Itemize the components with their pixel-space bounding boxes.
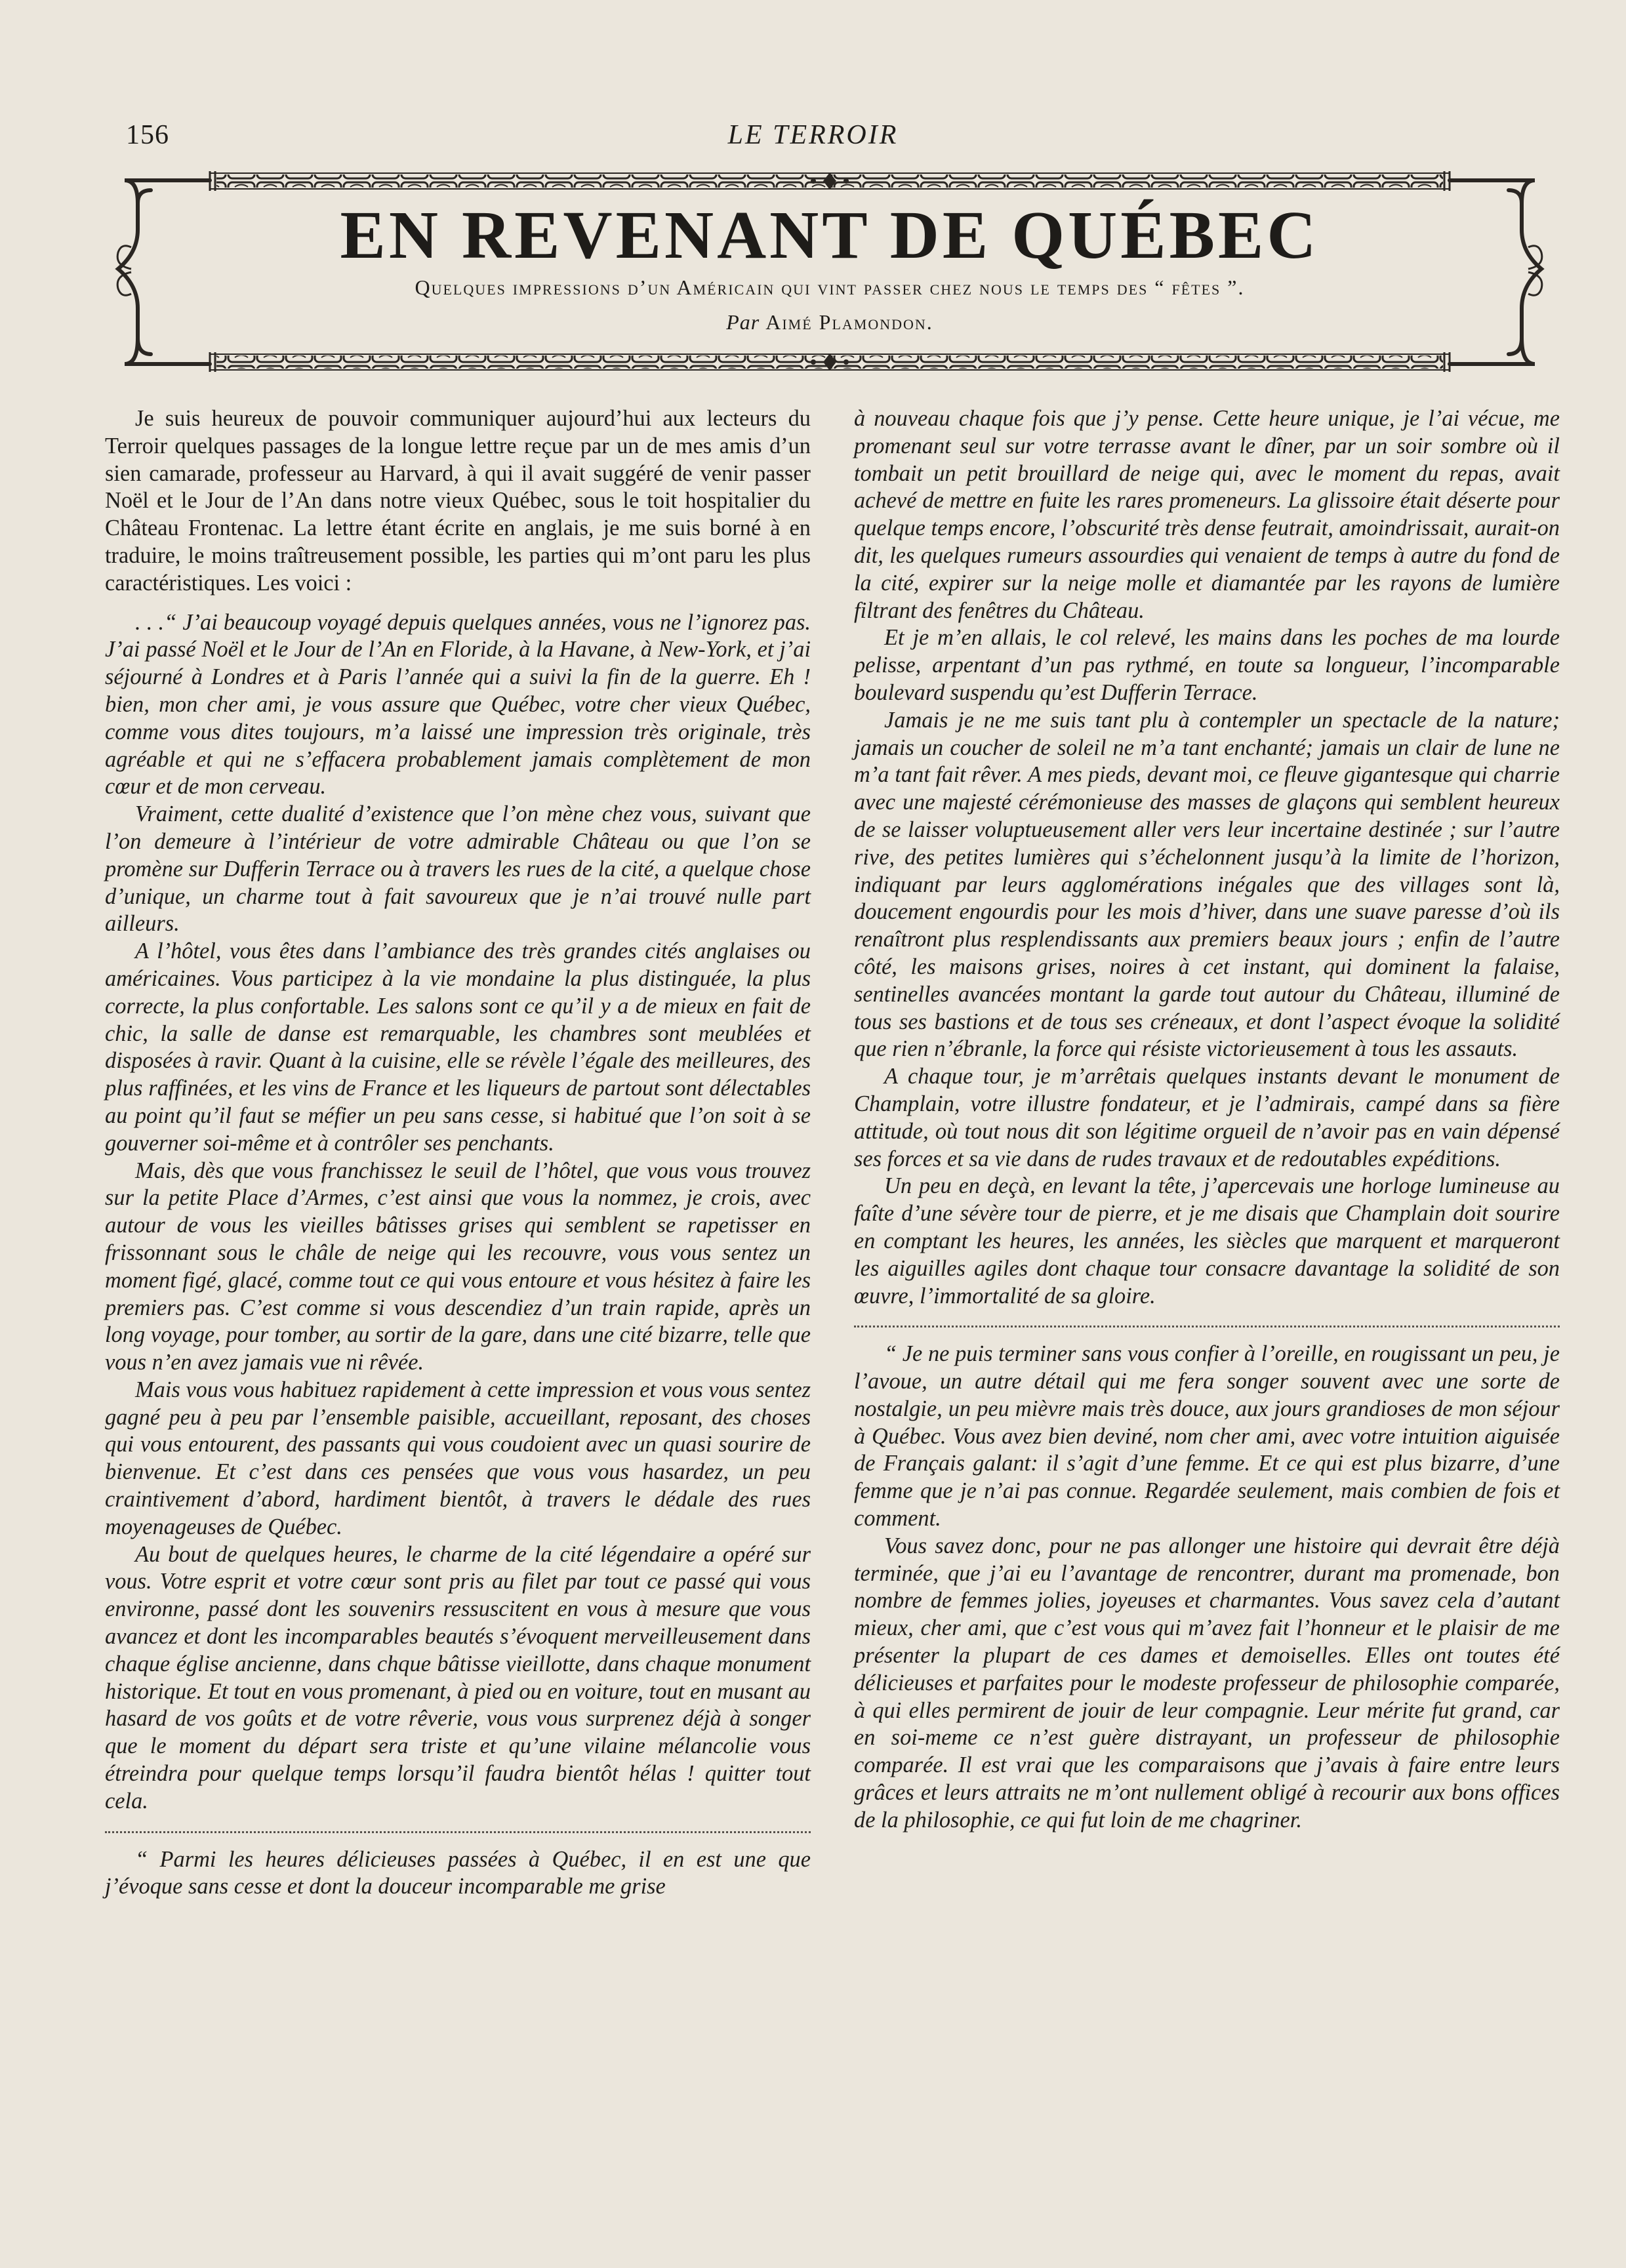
page-header [0,119,1626,159]
letter-paragraph: à nouveau chaque fois que j’y pense. Cette heure unique, je l’ai vécue, me promenant seul sur votre terrasse avant le dîner, par un soir sombre où il tombait un petit brouillard de neige qui, avec le moment du repas, avait achevé de mettre en fuite les rares promeneurs. La glissoire était déserte pour quelque temps encore, l’obscurité très dense feutrait, amoindrissait, aurait-on dit, les quelques rumeurs assourdies qui venaient de temps à autre du fond de la cité, expirer sur la neige molle et diamantée par les rayons de lumière filtrant des fenêtres du Château. [854,406,1560,623]
letter-paragraph: Au bout de quelques heures, le charme de la cité légendaire a opéré sur vous. Votre esprit et votre cœur sont pris au filet par tout ce passé qui vous environne, passé dont les souvenirs ressuscitent en vous à mesure que vous avancez et dont les incomparables beautés s’évoquent merveilleusement dans chaque église ancienne, dans chque bâtisse vieillotte, dans chaque monument historique. Et tout en vous promenant, à pied ou en voiture, tout en musant au hasard de vos goûts et de votre rêverie, vous vous surprenez déjà à songer que le moment du départ sera triste et qu’une vilaine mélancolie vous étreindra pour quelque temps lorsqu’il faudra bientôt hélas ! quitter tout cela. [105,1541,811,1813]
page-number: 156 [126,120,169,150]
intro-paragraph: Je suis heureux de pouvoir communiquer aujourd’hui aux lecteurs du Terroir quelques passages de la longue lettre reçue par un de mes amis d’un sien camarade, professeur au Harvard, à qui il avait suggéré de venir passer Noël et le Jour de l’An dans notre vieux Québec, sous le toit hospitalier du Château Frontenac. La lettre étant écrite en anglais, je me suis borné à en traduire, le moins traîtreusement possible, les parties qui m’ont paru les plus caractéristiques. Les voici : [105,406,811,596]
dotted-separator [854,1326,1560,1327]
letter-paragraph: “ Parmi les heures délicieuses passées à Québec, il en est une que j’évoque sans cesse et dont la douceur incomparable me grise [105,1846,811,1899]
left-column [105,405,811,1901]
letter-paragraph: Vraiment, cette dualité d’existence que l’on mène chez vous, suivant que l’on demeure à l’intérieur de votre admirable Château ou que l’on se promène sur Dufferin Terrace ou à travers les rues de la cité, a quelque chose d’unique, un charme tout à fait savoureux que je n’ai trouvé nulle part ailleurs. [105,801,811,937]
letter-paragraph: Vous savez donc, pour ne pas allonger une histoire qui devrait être déjà terminée, que j’ai eu l’avantage de rencontrer, durant ma promenade, bon nombre de femmes jolies, joyeuses et charmantes. Vous savez cela d’autant mieux, cher ami, que c’est vous qui m’avez fait l’honneur et le plaisir de me présenter la plupart de ces dames et demoiselles. Elles ont toutes été délicieuses et parfaites pour le modeste professeur de philosophie comparée, à qui elles permirent de jouir de leur compagnie. Leur mérite fut grand, car en soi-meme ce n’est guère distrayant, un professeur de philosophie comparée. Il est vrai que les comparaisons que j’avais à faire entre leurs grâces et leurs attraits ne m’ont nullement obligé à recourir aux bons offices de la philosophie, ce qui fut loin de me chagriner. [854,1533,1560,1833]
byline-prefix: Par [726,310,760,334]
letter-paragraph: A chaque tour, je m’arrêtais quelques instants devant le monument de Champlain, votre illustre fondateur, et je l’admirais, campé dans sa fière attitude, où tout nous dit son légitime orgueil de n’avoir pas en vain dépensé ses forces et sa vie dans de rudes travaux et de redoutables expéditions. [854,1064,1560,1171]
letter-paragraph: Et je m’en allais, le col relevé, les mains dans les poches de ma lourde pelisse, arpentant d’un pas rythmé, en toute sa longueur, l’incomparable boulevard suspendu qu’est Dufferin Terrace. [854,625,1560,705]
letter-paragraph: Mais vous vous habituez rapidement à cette impression et vous vous sentez gagné peu à peu par l’ensemble paisible, accueillant, reposant, des choses qui vous entourent, des passants qui vous coudoient avec un quasi sourire de bienvenue. Et c’est dans ces pensées que vous vous hasardez, un peu craintivement d’abord, hardiment bientôt, à travers le dédale des rues moyenageuses de Québec. [105,1377,811,1539]
running-title: LE TERROIR [727,120,899,150]
byline [112,310,1548,334]
article-subtitle: Quelques impressions d’un Américain qui vint passer chez nous le temps des “ fêtes ”. [415,275,1245,299]
letter-paragraph: Mais, dès que vous franchissez le seuil de l’hôtel, que vous vous trouvez sur la petite Place d’Armes, c’est ainsi que vous la nommez, je crois, avec autour de vous les vieilles bâtisses grises qui semblent se rapetisser en frissonnant sous le châle de neige qui les recouvre, vous vous sentez un moment figé, glacé, comme tout ce qui vous entoure et vous hésitez à faire les premiers pas. C’est comme si vous descendiez d’un train rapide, après un long voyage, pour tomber, au sortir de la gare, dans une cité bizarre, telle que vous n’en avez jamais vue ni rêvée. [105,1158,811,1375]
letter-paragraph: A l’hôtel, vous êtes dans l’ambiance des très grandes cités anglaises ou américaines. Vous participez à la vie mondaine la plus distinguée, la plus correcte, la plus confortable. Les salons sont ce qu’il y a de mieux en fait de chic, la salle de danse est remarquable, les chambres sont meublées et disposées à ravir. Quant à la cuisine, elle se révèle l’égale des meilleures, des plus raffinées, et les vins de France et les liqueurs de partout sont délectables au point qu’il faut se méfier un peu sans cesse, si habitué que l’on soit à se gouverner soi-même et à contrôler ses penchants. [105,939,811,1156]
author-name: Aimé Plamondon. [765,310,933,334]
title-frame [112,167,1548,377]
dotted-separator [105,1831,811,1833]
right-column [854,405,1560,1834]
letter-paragraph: Un peu en deçà, en levant la tête, j’apercevais une horloge lumineuse au faîte d’une sévère tour de pierre, et je me disais que Champlain doit sourire en comptant les heures, les années, les siècles que marquent et marqueront les aiguilles agiles dont chaque tour consacre davantage la solidité de son œuvre, l’immortalité de sa gloire. [854,1173,1560,1308]
letter-paragraph: “ Je ne puis terminer sans vous confier à l’oreille, en rougissant un peu, je l’avoue, un autre détail qui me fera songer souvent avec une sorte de nostalgie, un peu mièvre mais très douce, aux jours grandioses de mon séjour à Québec. Vous avez bien deviné, nom cher ami, avec votre intuition aiguisée de Français galant: il s’agit d’une femme. Et ce qui est plus bizarre, d’une femme que je n’ai pas connue. Regardée seulement, mais combien de fois et comment. [854,1341,1560,1531]
letter-paragraph: . . .“ J’ai beaucoup voyagé depuis quelques années, vous ne l’ignorez pas. J’ai passé Noël et le Jour de l’An en Floride, à la Havane, à New-York, et j’ai séjourné à Londres et à Paris l’année qui a suivi la fin de la guerre. Eh ! bien, mon cher ami, je vous assure que Québec, votre cher vieux Québec, comme vous dites toujours, m’a laissé une impression très originale, très agréable et qui ne s’effacera probablement jamais complètement de mon cœur et de mon cerveau. [105,609,811,800]
article-title: EN REVENANT DE QUÉBEC [340,197,1320,273]
letter-paragraph: Jamais je ne me suis tant plu à contempler un spectacle de la nature; jamais un coucher de soleil ne m’a tant enchanté; jamais un clair de lune ne m’a tant fait rêver. A mes pieds, devant moi, ce fleuve gigantesque qui charrie avec une majesté cérémonieuse des masses de glaçons qui semblent heureux de se laisser voluptueusement aller vers leur incertaine destinée ; sur l’autre rive, des petites lumières qui s’échelonnent jusqu’à la limite de l’horizon, indiquant par leurs agglomérations inégales que des villages sont là, doucement engourdis pour les mois d’hiver, dans une suave paresse d’où ils renaîtront plus resplendissants aux premiers beaux jours ; enfin de l’autre côté, les maisons grises, noires à cet instant, qui dominent la falaise, sentinelles avancées montant la garde tout autour du Château, illuminé de tous ses bastions et de tous ses créneaux, et dont l’aspect évoque la solidité que rien n’ébranle, la force qui résiste victorieusement à tous les assauts. [854,707,1560,1062]
